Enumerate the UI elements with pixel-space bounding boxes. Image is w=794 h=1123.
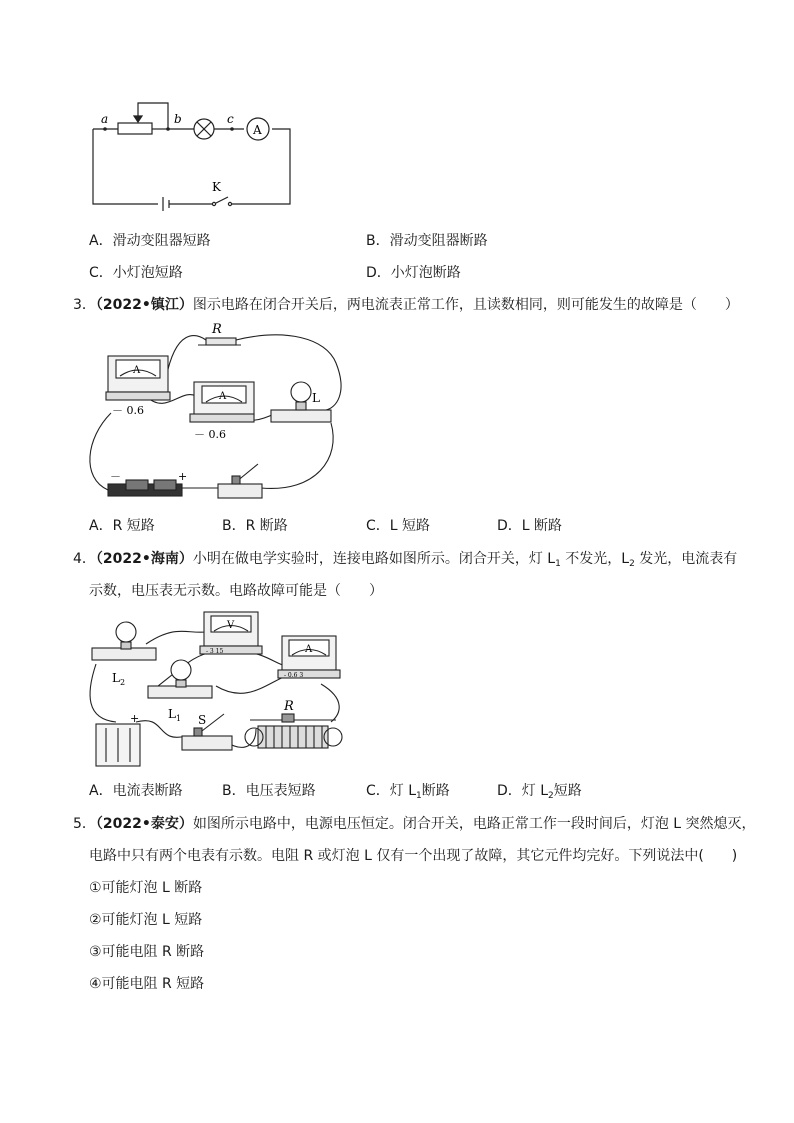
q4-label-l2: $L_2$ xyxy=(112,671,126,687)
q3-option-d[interactable]: D．L 断路 xyxy=(497,518,563,534)
circuit-diagram-q2 xyxy=(88,96,298,214)
q4-source: （2022•海南） xyxy=(95,551,193,567)
q4-voltmeter-scale: - 3 15 xyxy=(206,648,224,655)
q3-ammeter1-scale: － 0.6 xyxy=(112,404,144,417)
q5-statement-4: ④可能电阻 R 短路 xyxy=(89,976,205,992)
q5-statement-2: ②可能灯泡 L 短路 xyxy=(89,912,203,928)
q3-option-a[interactable]: A．R 短路 xyxy=(89,518,155,534)
q3-label-r: R xyxy=(212,322,222,337)
q5-stem-line2: 电路中只有两个电表有示数。电阻 R 或灯泡 L 仅有一个出现了故障，其它元件均完好。下列说法中( ) xyxy=(89,848,738,864)
q4-ammeter-symbol: A xyxy=(305,644,313,655)
q5-source: （2022•泰安） xyxy=(95,816,193,832)
physical-circuit-q4 xyxy=(86,604,356,774)
q4-label-s: S xyxy=(198,713,207,727)
q3-ammeter2-scale: － 0.6 xyxy=(194,428,226,441)
q2-option-b[interactable]: B．滑动变阻器断路 xyxy=(366,233,488,249)
q5-statement-3: ③可能电阻 R 断路 xyxy=(89,944,205,960)
q4-stem-line2: 示数，电压表无示数。电路故障可能是（ ） xyxy=(89,583,383,599)
q4-option-b[interactable]: B．电压表短路 xyxy=(222,783,316,799)
switch-label: K xyxy=(212,180,221,194)
label-c: c xyxy=(227,112,234,126)
q3-ammeter2-symbol: A xyxy=(219,391,227,402)
q4-label-r: R xyxy=(284,699,294,714)
q3-source: （2022•镇江） xyxy=(95,297,193,313)
q3-label-l: L xyxy=(312,391,320,405)
q3-option-c[interactable]: C．L 短路 xyxy=(366,518,431,534)
q2-option-d[interactable]: D．小灯泡断路 xyxy=(366,265,461,281)
q3-option-b[interactable]: B．R 断路 xyxy=(222,518,288,534)
q4-label-l1: $L_1$ xyxy=(168,707,182,723)
q3-battery-plus: + xyxy=(178,470,188,483)
physical-circuit-q3 xyxy=(86,318,366,504)
q4-ammeter-scale: - 0.6 3 xyxy=(284,672,304,679)
q4-battery-plus: + xyxy=(130,712,140,725)
q5-stem-line1: 5．（2022•泰安）如图所示电路中，电源电压恒定。闭合开关，电路正常工作一段时间后，灯泡 L 突然熄灭， xyxy=(73,816,756,832)
label-b: b xyxy=(174,112,182,126)
q3-battery-minus: － xyxy=(110,470,121,483)
q3-stem: 3．（2022•镇江）图示电路在闭合开关后，两电流表正常工作，且读数相同，则可能发生的故障是（ ） xyxy=(73,297,739,313)
label-a: a xyxy=(101,112,109,126)
q4-voltmeter-symbol: V xyxy=(227,620,235,631)
q3-ammeter1-symbol: A xyxy=(133,365,141,376)
q4-option-a[interactable]: A．电流表断路 xyxy=(89,783,183,799)
q4-option-d[interactable]: D．灯 $L_2$短路 xyxy=(497,783,582,801)
q4-option-c[interactable]: C．灯 $L_1$断路 xyxy=(366,783,450,801)
q2-option-c[interactable]: C．小灯泡短路 xyxy=(89,265,183,281)
q5-statement-1: ①可能灯泡 L 断路 xyxy=(89,880,203,896)
ammeter-symbol: A xyxy=(253,123,262,137)
q4-stem-line1: 4．（2022•海南）小明在做电学实验时，连接电路如图所示。闭合开关，灯 $L_1$ 不发光，$L_2$ 发光，电流表有 xyxy=(73,551,738,569)
q2-option-a[interactable]: A．滑动变阻器短路 xyxy=(89,233,211,249)
